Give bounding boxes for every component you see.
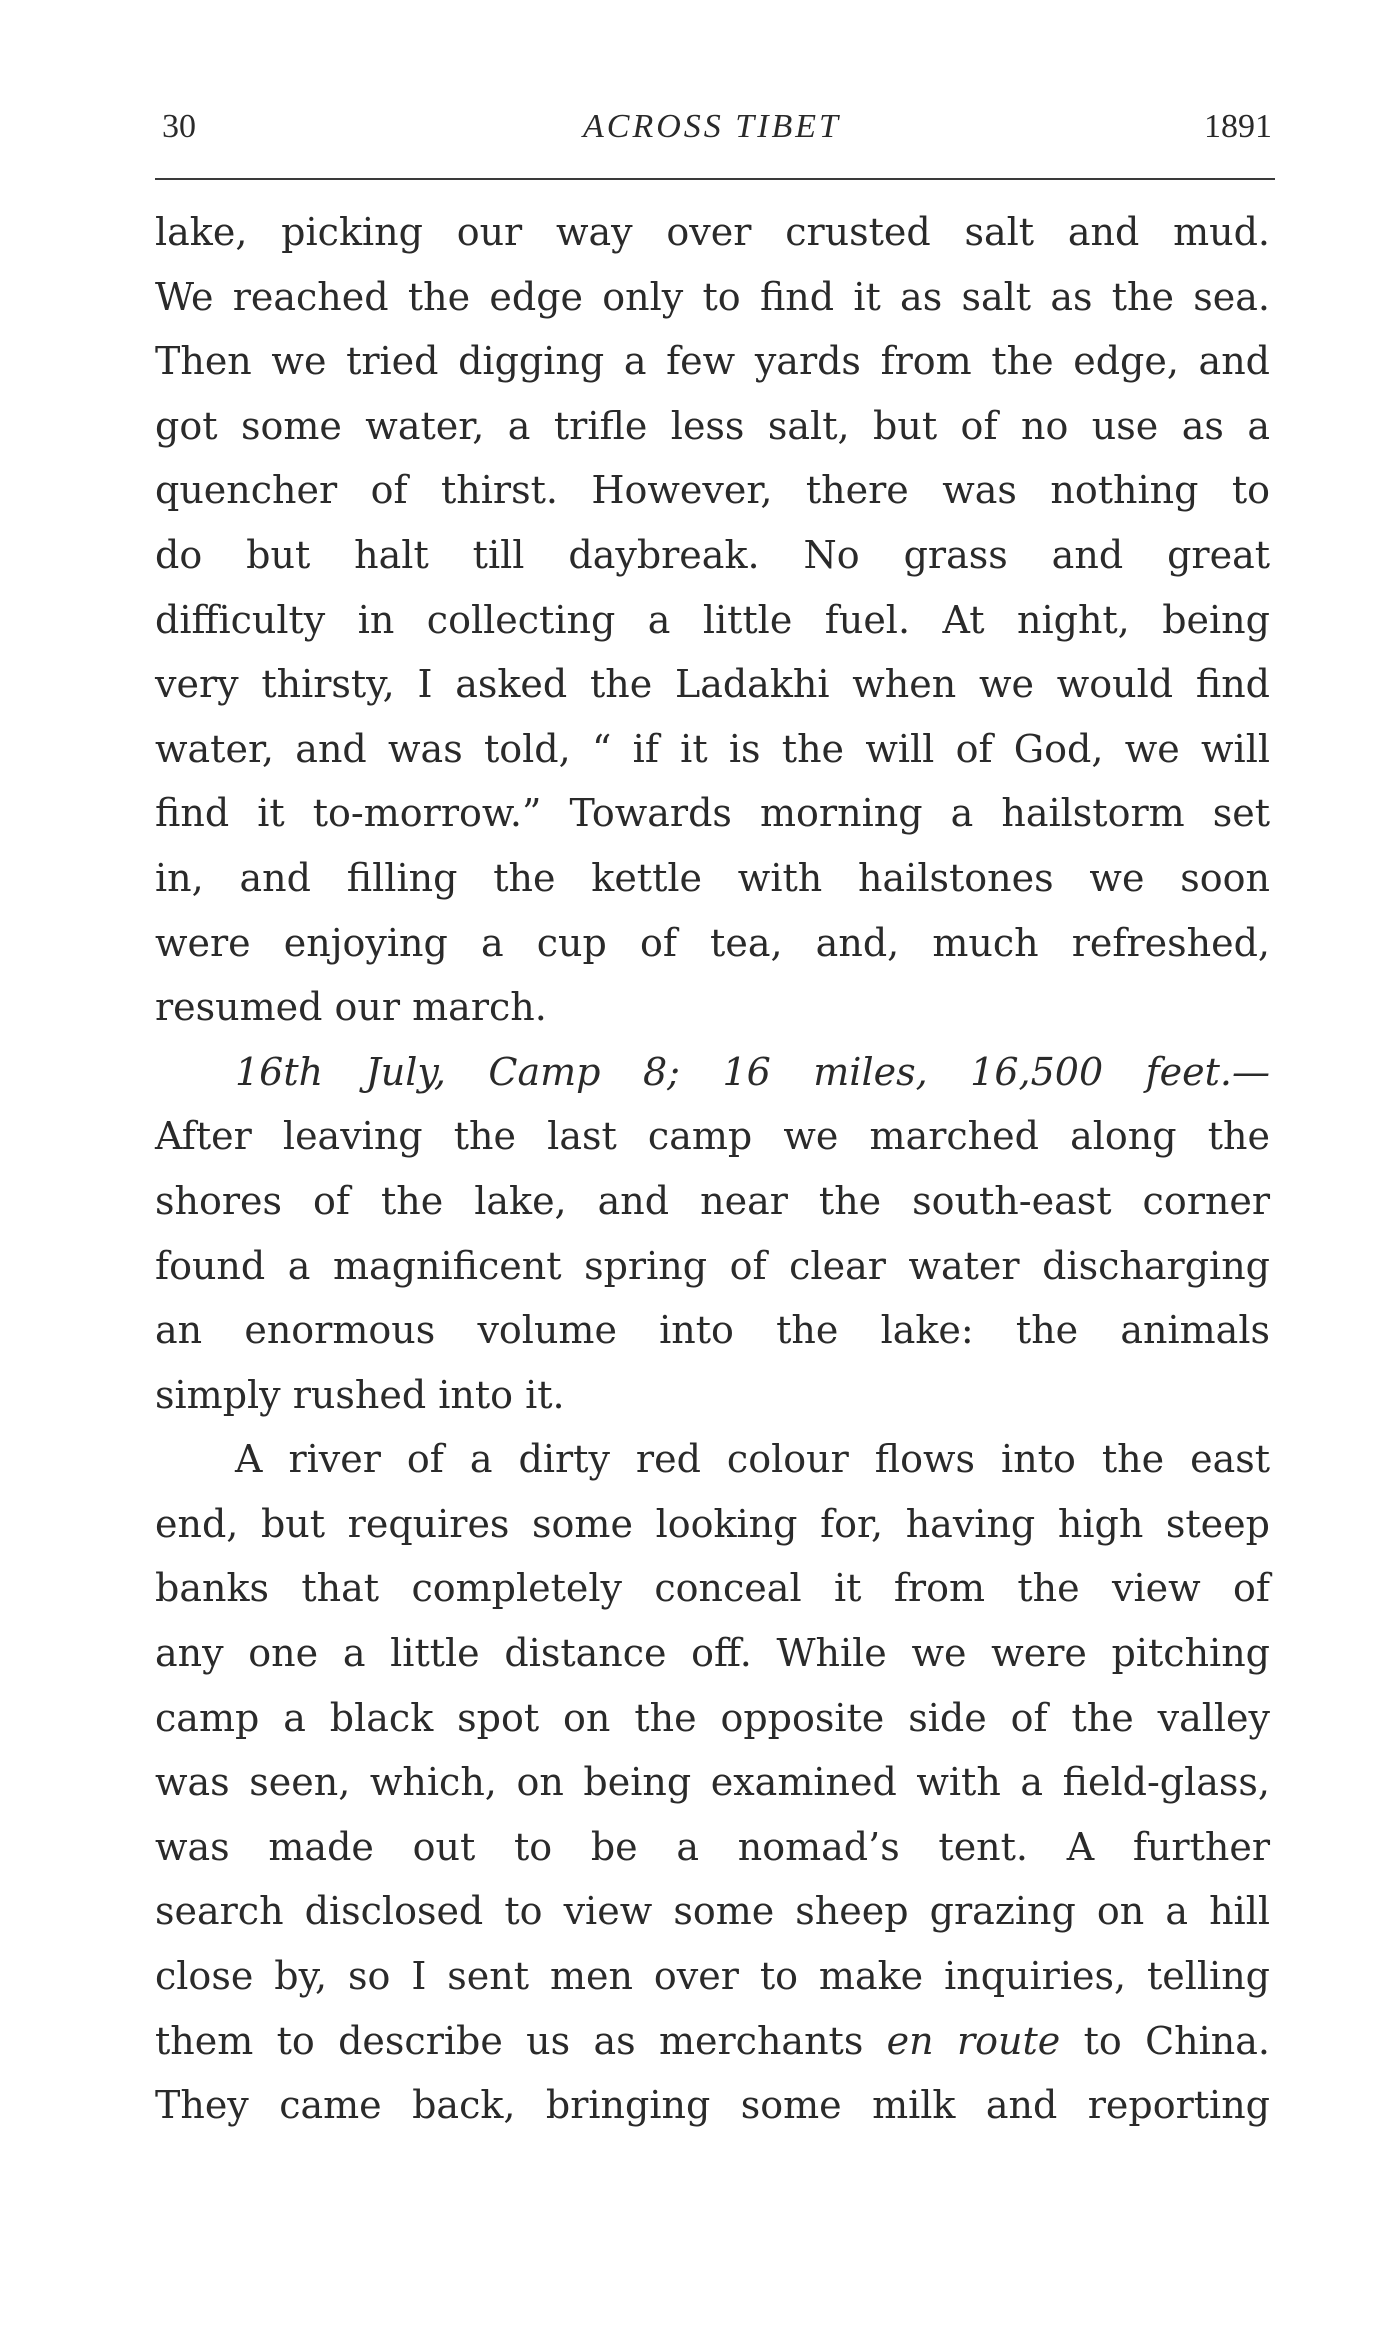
text-line: find it to-morrow.” Towards morning a hailstorm set xyxy=(155,791,1270,836)
text-line: end, but requires some looking for, having high steep xyxy=(155,1501,1270,1546)
text-line: was seen, which, on being examined with a field-glass, xyxy=(155,1760,1270,1805)
header-rule xyxy=(155,178,1275,180)
text-line-china xyxy=(155,2009,1270,2074)
text-line: were enjoying a cup of tea, and, much refreshed, xyxy=(155,920,1270,965)
running-header xyxy=(152,108,1272,168)
entry-heading: 16th July, Camp 8; 16 miles, 16,500 feet.— xyxy=(235,1049,1270,1094)
text-line: an enormous volume into the lake: the animals xyxy=(155,1308,1270,1353)
text-line: found a magnificent spring of clear water discharging xyxy=(155,1243,1270,1288)
text-line: A river of a dirty red colour flows into the east xyxy=(235,1437,1270,1482)
text-line: banks that completely conceal it from the view of xyxy=(155,1566,1270,1611)
text-line: water, and was told, “ if it is the will of God, we will xyxy=(155,726,1270,771)
text-line: in, and filling the kettle with hailstones we soon xyxy=(155,855,1270,900)
text-line: camp a black spot on the opposite side of the valley xyxy=(155,1695,1270,1740)
italic-phrase: en route xyxy=(886,2018,1061,2063)
text-line: very thirsty, I asked the Ladakhi when we would find xyxy=(155,662,1270,707)
text-line: search disclosed to view some sheep grazing on a hill xyxy=(155,1889,1270,1934)
running-title: ACROSS TIBET xyxy=(583,108,841,145)
text-line: After leaving the last camp we marched along the xyxy=(155,1114,1270,1159)
text-line: difficulty in collecting a little fuel. At night, being xyxy=(155,597,1270,642)
text-line: simply rushed into it. xyxy=(155,1372,565,1417)
text-line: They came back, bringing some milk and reporting xyxy=(155,2083,1270,2128)
header-year: 1891 xyxy=(1204,108,1272,145)
text-line: got some water, a trifle less salt, but of no use as a xyxy=(155,403,1270,448)
text-line: shores of the lake, and near the south-east corner xyxy=(155,1178,1270,1223)
text-fragment: them to describe us as merchants xyxy=(155,2018,887,2063)
text-line: quencher of thirst. However, there was nothing to xyxy=(155,468,1270,513)
text-line: resumed our march. xyxy=(155,985,547,1030)
text-line: was made out to be a nomad’s tent. A further xyxy=(155,1824,1270,1869)
text-line: any one a little distance off. While we were pitching xyxy=(155,1631,1270,1676)
text-line: close by, so I sent men over to make inquiries, telling xyxy=(155,1954,1270,1999)
text-line: We reached the edge only to find it as salt as the sea. xyxy=(155,274,1270,319)
page-body xyxy=(155,200,1270,2138)
text-line: Then we tried digging a few yards from the edge, and xyxy=(155,339,1270,384)
text-line: do but halt till daybreak. No grass and great xyxy=(155,532,1270,577)
page-number: 30 xyxy=(162,108,196,145)
text-line: lake, picking our way over crusted salt and mud. xyxy=(155,210,1270,254)
text-fragment: to China. xyxy=(1060,2018,1271,2063)
